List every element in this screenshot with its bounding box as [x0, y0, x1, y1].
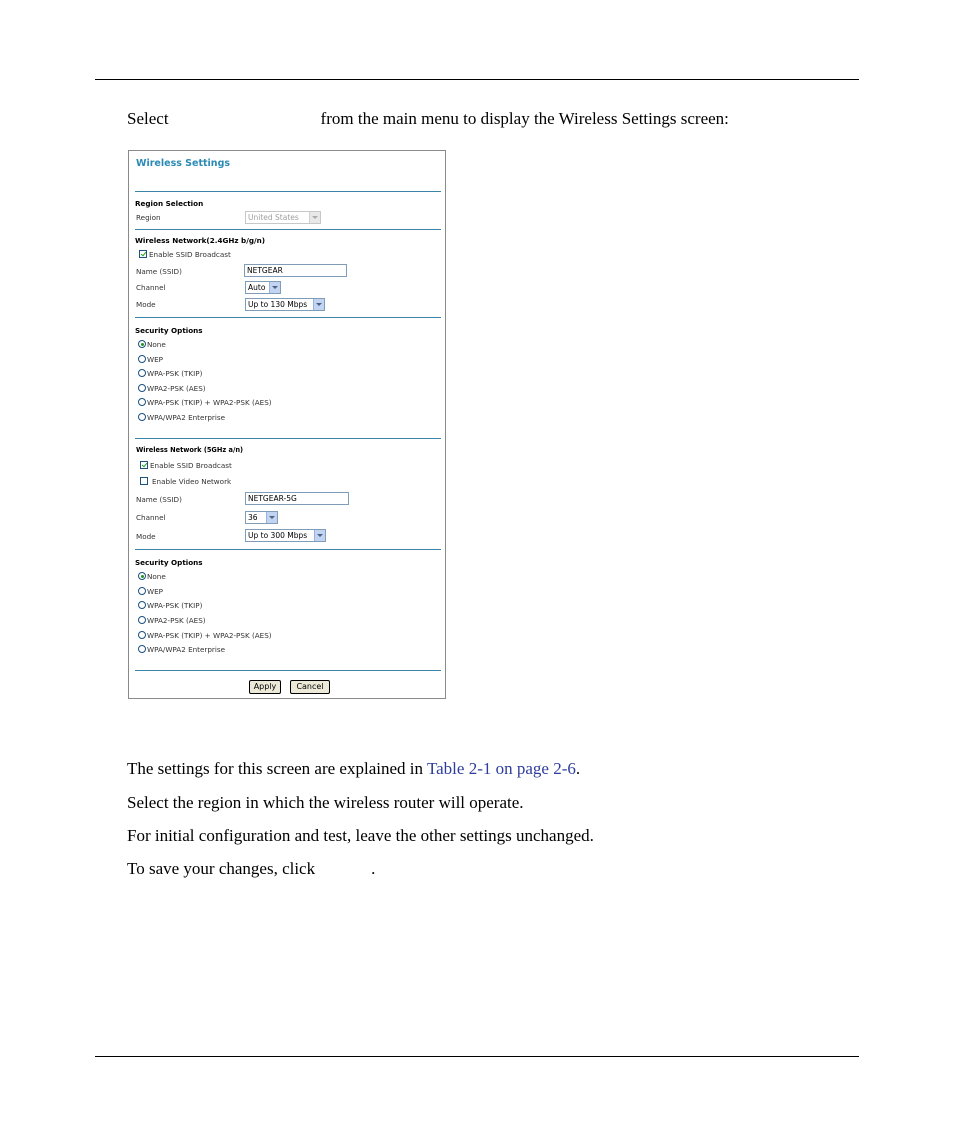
channel-24-label: Channel — [136, 283, 166, 292]
screen-title: Wireless Settings — [136, 158, 231, 169]
mode-24-label: Mode — [136, 300, 156, 309]
security-5-option-wpa2-aes: WPA2-PSK (AES) — [147, 616, 206, 625]
chevron-down-icon — [266, 512, 277, 523]
security-5-option-enterprise: WPA/WPA2 Enterprise — [147, 645, 226, 654]
security-5-radio-wpa-mixed[interactable] — [138, 631, 146, 639]
chevron-down-icon — [269, 282, 280, 293]
mode-5-value: Up to 300 Mbps — [248, 531, 308, 540]
mode-5-label: Mode — [136, 532, 156, 541]
security-24-radio-wpa-mixed[interactable] — [138, 398, 146, 406]
security-5-heading: Security Options — [135, 558, 203, 567]
ssid-5-input[interactable] — [245, 492, 349, 505]
explain-before: The settings for this screen are explained in — [127, 759, 427, 778]
divider — [135, 549, 441, 550]
apply-button[interactable]: Apply — [249, 680, 281, 694]
security-24-option-wep: WEP — [147, 355, 163, 364]
security-24-option-none: None — [147, 340, 166, 349]
cancel-button[interactable]: Cancel — [290, 680, 330, 694]
channel-5-select[interactable] — [245, 511, 278, 524]
enable-ssid-5-checkbox[interactable] — [140, 461, 148, 469]
region-label: Region — [136, 213, 161, 222]
region-value: United States — [248, 213, 299, 222]
ssid-24-value: NETGEAR — [247, 266, 283, 275]
security-24-option-wpa-mixed: WPA-PSK (TKIP) + WPA2-PSK (AES) — [147, 398, 272, 407]
security-5-option-wep: WEP — [147, 587, 163, 596]
mode-24-select[interactable] — [245, 298, 325, 311]
step-save-before: To save your changes, click — [127, 859, 316, 878]
channel-24-value: Auto — [248, 283, 266, 292]
security-5-radio-wpa-tkip[interactable] — [138, 601, 146, 609]
security-5-option-wpa-mixed: WPA-PSK (TKIP) + WPA2-PSK (AES) — [147, 631, 272, 640]
step-region-paragraph: Select the region in which the wireless router will operate. — [127, 793, 524, 812]
explain-after: . — [575, 759, 581, 778]
wireless-settings-screenshot — [128, 150, 446, 699]
security-24-radio-wpa2-aes[interactable] — [138, 384, 146, 392]
security-24-radio-enterprise[interactable] — [138, 413, 146, 421]
security-24-radio-none[interactable] — [138, 340, 146, 348]
chevron-down-icon — [313, 299, 324, 310]
explain-paragraph — [127, 759, 580, 779]
security-5-radio-none[interactable] — [138, 572, 146, 580]
divider — [135, 670, 441, 671]
ssid-24-label: Name (SSID) — [136, 267, 182, 276]
chevron-down-icon — [309, 212, 320, 223]
ssid-24-input[interactable] — [244, 264, 347, 277]
security-5-option-none: None — [147, 572, 166, 581]
chevron-down-icon — [314, 530, 325, 541]
security-5-radio-wpa2-aes[interactable] — [138, 616, 146, 624]
channel-24-select[interactable] — [245, 281, 281, 294]
header-rule — [95, 79, 859, 80]
wireless-5-heading: Wireless Network (5GHz a/n) — [136, 446, 244, 454]
wireless-24-heading: Wireless Network(2.4GHz b/g/n) — [135, 236, 265, 245]
step-save-paragraph — [127, 859, 375, 879]
security-5-radio-wep[interactable] — [138, 587, 146, 595]
intro-paragraph — [127, 109, 729, 129]
region-section-heading: Region Selection — [135, 199, 204, 208]
mode-24-value: Up to 130 Mbps — [248, 300, 308, 309]
security-24-radio-wep[interactable] — [138, 355, 146, 363]
divider — [135, 229, 441, 230]
enable-video-checkbox[interactable] — [140, 477, 148, 485]
security-24-heading: Security Options — [135, 326, 203, 335]
ssid-5-value: NETGEAR-5G — [248, 494, 297, 503]
security-5-radio-enterprise[interactable] — [138, 645, 146, 653]
enable-ssid-24-label: Enable SSID Broadcast — [149, 250, 231, 259]
step-initial-paragraph: For initial configuration and test, leave the other settings unchanged. — [127, 826, 594, 845]
security-24-option-wpa2-aes: WPA2-PSK (AES) — [147, 384, 206, 393]
intro-before: Select — [127, 109, 169, 128]
mode-5-select[interactable] — [245, 529, 326, 542]
security-24-option-wpa-tkip: WPA-PSK (TKIP) — [147, 369, 203, 378]
divider — [135, 438, 441, 439]
enable-video-label: Enable Video Network — [152, 477, 232, 486]
divider — [135, 191, 441, 192]
security-24-option-enterprise: WPA/WPA2 Enterprise — [147, 413, 226, 422]
table-reference-link[interactable]: Table 2-1 on page 2-6 — [426, 759, 576, 778]
intro-after: from the main menu to display the Wireless Settings screen: — [320, 109, 729, 128]
channel-5-label: Channel — [136, 513, 166, 522]
security-5-option-wpa-tkip: WPA-PSK (TKIP) — [147, 601, 203, 610]
ssid-5-label: Name (SSID) — [136, 495, 182, 504]
enable-ssid-24-checkbox[interactable] — [139, 250, 147, 258]
enable-ssid-5-label: Enable SSID Broadcast — [150, 461, 232, 470]
divider — [135, 317, 441, 318]
channel-5-value: 36 — [248, 513, 258, 522]
security-24-radio-wpa-tkip[interactable] — [138, 369, 146, 377]
step-save-after: . — [371, 859, 376, 878]
footer-rule — [95, 1056, 859, 1057]
region-select[interactable] — [245, 211, 321, 224]
